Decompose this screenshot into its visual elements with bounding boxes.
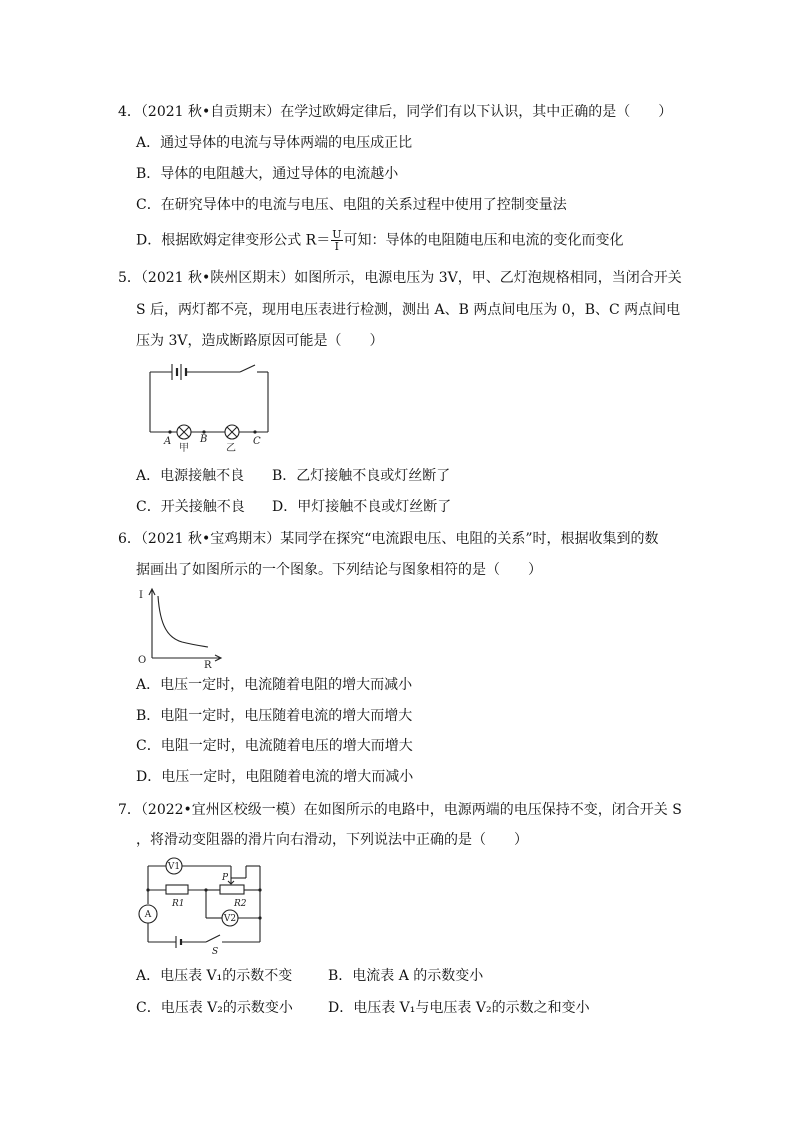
switch-s-label: S — [212, 947, 219, 956]
q6-i-r-graph — [136, 586, 226, 670]
q7-option-c: C．电压表 V₂的示数变小 — [136, 1000, 293, 1016]
ohm-fraction — [331, 229, 342, 252]
q5-option-b: B．乙灯接触不良或灯丝断了 — [272, 468, 451, 484]
q4-stem: 4．（2021 秋•自贡期末）在学过欧姆定律后，同学们有以下认识，其中正确的是（ ） — [118, 104, 673, 120]
q6-stem-line1: 6．（2021 秋•宝鸡期末）某同学在探究“电流跟电压、电阻的关系”时，根据收集到的数 — [118, 531, 659, 547]
graph-y-label: I — [139, 590, 143, 601]
q5-stem-line2: S 后，两灯都不亮，现用电压表进行检测，测出 A、B 两点间电压为 0，B、C 两点间电 — [136, 302, 681, 318]
q4-option-a: A．通过导体的电流与导体两端的电压成正比 — [136, 135, 413, 151]
q5-circuit-diagram — [140, 360, 280, 455]
fraction-denominator: I — [334, 240, 340, 253]
fraction-numerator: U — [332, 228, 342, 241]
slider-p-label: P — [222, 873, 229, 883]
q5-stem-line3: 压为 3V，造成断路原因可能是（ ） — [136, 333, 384, 349]
q6-stem-line2: 据画出了如图所示的一个图象。下列结论与图象相符的是（ ） — [136, 562, 542, 578]
q6-option-a: A．电压一定时，电流随着电阻的增大而减小 — [136, 677, 413, 693]
q6-option-b: B．电阻一定时，电压随着电流的增大而增大 — [136, 708, 413, 724]
point-c-label: C — [253, 436, 261, 447]
rheostat-r2-label: R2 — [234, 899, 247, 909]
q5-stem-line1: 5．（2021 秋•陕州区期末）如图所示，电源电压为 3V，甲、乙灯泡规格相同，当闭合开关 — [118, 270, 682, 286]
q7-stem-line1: 7．（2022•宜州区校级一模）在如图所示的电路中，电源两端的电压保持不变，闭合开关 S — [118, 802, 682, 818]
q5-option-c: C．开关接触不良 — [136, 499, 245, 515]
graph-origin-label: O — [138, 655, 147, 666]
q7-circuit-diagram — [136, 856, 272, 956]
q7-option-b: B．电流表 A 的示数变小 — [328, 968, 484, 984]
lamp-yi-label: 乙 — [226, 443, 236, 454]
q6-option-d: D．电压一定时，电阻随着电流的增大而减小 — [136, 769, 414, 785]
q4-option-d-suffix: 可知：导体的电阻随电压和电流的变化而变化 — [343, 232, 624, 249]
lamp-jia-label: 甲 — [179, 443, 189, 454]
voltmeter-v2-label: V2 — [223, 914, 237, 924]
graph-x-label: R — [204, 660, 212, 670]
q7-option-d: D．电压表 V₁与电压表 V₂的示数之和变小 — [328, 1000, 590, 1016]
q4-option-b: B．导体的电阻越大，通过导体的电流越小 — [136, 166, 399, 182]
point-b-label: B — [200, 434, 208, 445]
q4-option-d — [136, 229, 624, 252]
q4-option-d-prefix: D．根据欧姆定律变形公式 R＝ — [136, 232, 331, 249]
q5-option-a: A．电源接触不良 — [136, 468, 245, 484]
q6-option-c: C．电阻一定时，电流随着电压的增大而增大 — [136, 738, 413, 754]
voltmeter-v1-label: V1 — [167, 862, 181, 872]
resistor-r1-label: R1 — [172, 899, 185, 909]
q7-stem-line2: ，将滑动变阻器的滑片向右滑动，下列说法中正确的是（ ） — [136, 832, 528, 848]
point-a-label: A — [164, 436, 172, 447]
q5-option-d: D．甲灯接触不良或灯丝断了 — [272, 499, 452, 515]
q7-option-a: A．电压表 V₁的示数不变 — [136, 968, 293, 984]
ammeter-label: A — [144, 910, 152, 920]
q4-option-c: C．在研究导体中的电流与电压、电阻的关系过程中使用了控制变量法 — [136, 197, 567, 213]
